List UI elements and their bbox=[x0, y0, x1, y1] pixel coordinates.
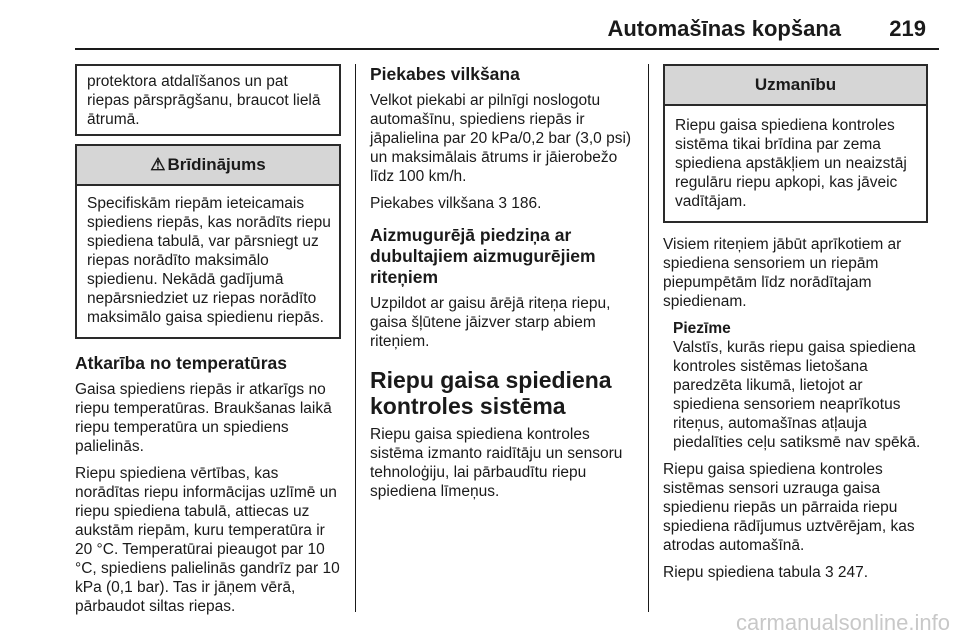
warning-box bbox=[75, 144, 341, 339]
tpms-paragraph: Riepu gaisa spiediena kontroles sistēma izmanto raidītāju un sensoru tehnoloģiju, lai pārbaudītu riepu spiediena līmeņus. bbox=[370, 426, 623, 500]
column-2 bbox=[370, 64, 640, 509]
pressure-table-reference: Riepu spiediena tabula 3 247. bbox=[663, 564, 869, 581]
temperature-heading: Atkarība no temperatūras bbox=[75, 353, 288, 373]
caution-box-header: Uzmanību bbox=[665, 66, 926, 106]
warning-triangle-icon: ⚠ bbox=[150, 155, 166, 174]
caution-box bbox=[663, 64, 928, 223]
header-rule bbox=[75, 48, 939, 50]
warning-body: Specifiskām riepām ieteicamais spiediens riepās, kas norādīts riepu spiediena tabulā, var pārsniegt uz riepas norādīto maksimālo spiedienu. Nekādā gadījumā nepārsniedziet uz riepas norādīto maksimālo gaisa spiedienu riepās. bbox=[87, 195, 331, 326]
note-block bbox=[673, 319, 928, 452]
warning-title: Brīdinājums bbox=[167, 155, 266, 174]
warning-box-header bbox=[77, 146, 339, 186]
temperature-paragraph-2: Riepu spiediena vērtības, kas norādītas riepu informācijas uzlīmē un riepu spiediena tabulā, attiecas uz aukstām riepām, kuru temperatūra ir 20 °C. Temperatūrai pieaugot par 10 °C, spiediens palielinās gandrīz par 10 kPa (0,1 bar). Tas ir jāņem vērā, pārbaudot siltas riepas. bbox=[75, 465, 340, 615]
caution-body: Riepu gaisa spiediena kontroles sistēma tikai brīdina par zema spiediena apstākļiem un neaizstāj regulāru riepu apkopi, kas jāveic vadītājam. bbox=[675, 117, 907, 210]
running-header-title: Automašīnas kopšana bbox=[607, 16, 841, 41]
watermark: carmanualsonline.info bbox=[735, 610, 950, 635]
trailer-reference: Piekabes vilkšana 3 186. bbox=[370, 195, 542, 212]
column-1 bbox=[75, 64, 341, 624]
note-label: Piezīme bbox=[673, 320, 731, 337]
temperature-paragraph-1: Gaisa spiediens riepās ir atkarīgs no riepu temperatūras. Braukšanas laikā riepu temperatūra un spiediens palielinās. bbox=[75, 381, 332, 455]
continued-warning-text: protektora atdalīšanos un pat riepas pārsprāgšanu, braucot lielā ātrumā. bbox=[87, 73, 321, 128]
column-3 bbox=[663, 64, 928, 590]
rear-wheel-drive-heading: Aizmugurējā piedziņa ar dubultajiem aizmugurējiem riteņiem bbox=[370, 225, 596, 287]
page-number: 219 bbox=[889, 16, 926, 41]
trailer-heading: Piekabes vilkšana bbox=[370, 64, 520, 84]
column-divider-1 bbox=[355, 64, 356, 612]
trailer-paragraph: Velkot piekabi ar pilnīgi noslogotu automašīnu, spiediens riepās ir jāpalielina par 20 kPa/0,2 bar (3,0 psi) un maksimālais ātrums ir jāierobežo līdz 100 km/h. bbox=[370, 92, 632, 185]
column-divider-2 bbox=[648, 64, 649, 612]
sensors-monitor-paragraph: Riepu gaisa spiediena kontroles sistēmas sensori uzrauga gaisa spiedienu riepās un pārraida riepu spiediena rādījumus uztvērējam, kas atrodas automašīnā. bbox=[663, 461, 915, 554]
sensors-paragraph: Visiem riteņiem jābūt aprīkotiem ar spiediena sensoriem un riepām piepumpētām līdz norādītajam spiedienam. bbox=[663, 236, 902, 310]
continued-warning-box bbox=[75, 64, 341, 136]
note-text: Valstīs, kurās riepu gaisa spiediena kontroles sistēmas lietošana paredzēta likumā, lietojot ar spiediena sensoriem neaprīkotus riteņus, automašīnas atļauja piedalīties ceļu satiksmē nav spēkā. bbox=[673, 339, 921, 451]
rear-wheel-drive-paragraph: Uzpildot ar gaisu ārējā riteņa riepu, gaisa šļūtene jāizver starp abiem riteņiem. bbox=[370, 295, 611, 350]
tpms-heading: Riepu gaisa spiediena kontroles sistēma bbox=[370, 367, 612, 419]
